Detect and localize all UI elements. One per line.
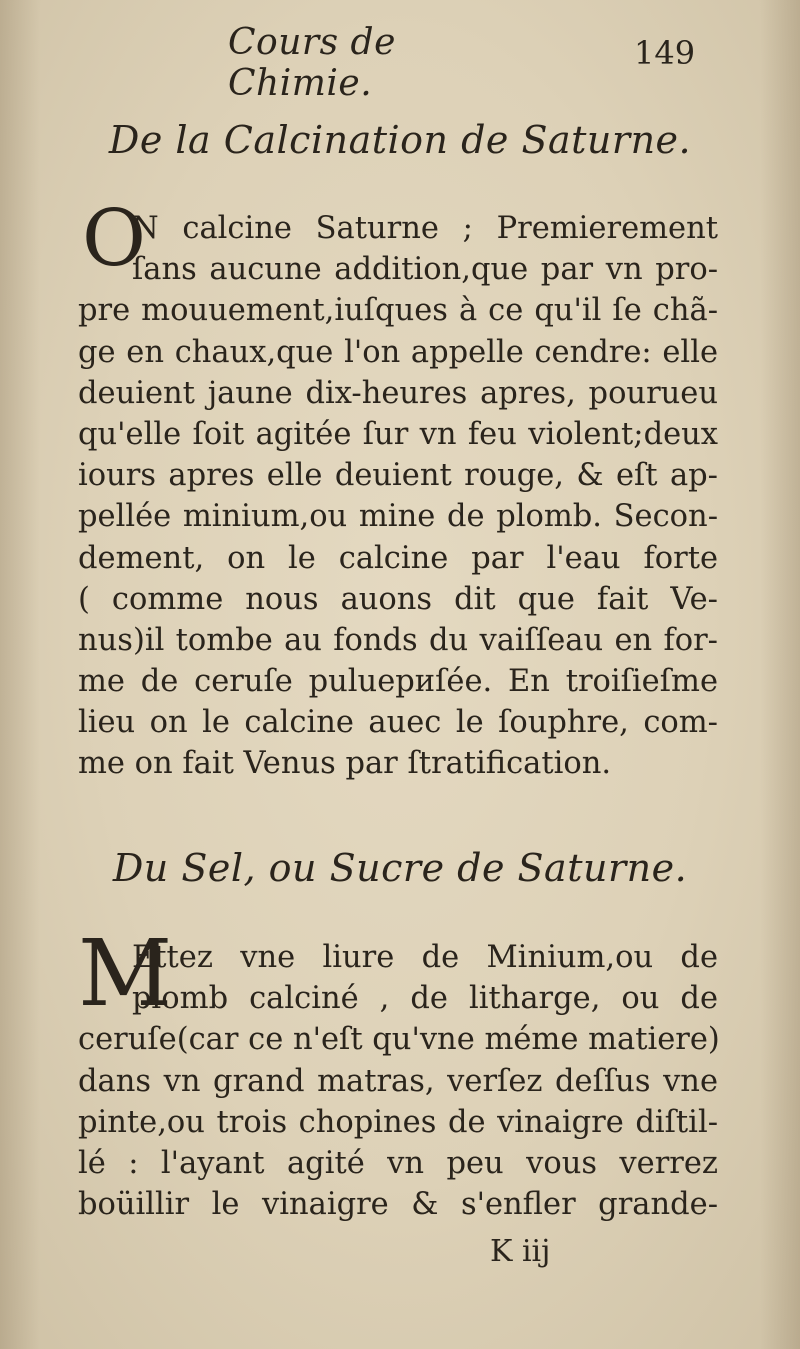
text-line: deuient jaune dix-heures apres, pourueu (78, 375, 718, 411)
text-line: dans vn grand matras, verſez deſſus vne (78, 1063, 718, 1099)
text-line: me on fait Venus par ſtratification. (78, 746, 612, 782)
text-line: nus)il tombe au fonds du vaiſſeau en for- (78, 622, 718, 658)
text-line: lieu on le calcine auec le ſouphre, com- (78, 705, 718, 741)
section-title: Du Sel, ou Sucre de Saturne. (112, 846, 688, 890)
text-line: boüillir le vinaigre & s'enfler grande- (78, 1187, 718, 1223)
paragraph (78, 208, 718, 785)
signature-mark: K iij (490, 1234, 551, 1269)
paragraph (78, 937, 718, 1225)
text-line: dement, on le calcine par l'eau forte (78, 540, 718, 576)
text-line: pre mouuement,iuſques à ce qu'il ſe chã- (78, 293, 718, 329)
text-line: me de ceruſe puluериſée. En troiſieſme (78, 664, 718, 700)
running-head: Cours de Chimie. (228, 22, 396, 104)
text-line: lé : l'ayant agité vn peu vous verrez (78, 1145, 718, 1181)
right-edge-shadow (760, 0, 800, 1349)
drop-cap: M (78, 920, 173, 1027)
page-number: 149 (634, 34, 696, 72)
section-title: De la Calcination de Saturne. (108, 118, 692, 162)
text-line: ( comme nous auons dit que fait Ve- (78, 581, 718, 617)
text-line: plomb calciné , de litharge, ou de (132, 981, 718, 1017)
text-line: ſans aucune addition,que par vn pro- (132, 252, 718, 288)
drop-cap: O (82, 194, 146, 284)
text-line: Ettez vne liure de Minium,ou de (132, 940, 718, 975)
text-line: qu'elle ſoit agitée ſur vn feu violent;deux (78, 416, 718, 452)
text-line: pellée minium,ou mine de plomb. Secon- (78, 499, 718, 535)
text-line: N calcine Saturne ; Premierement (132, 211, 718, 246)
text-line: ceruſe(car ce n'eſt qu'vne méme matiere) (78, 1022, 720, 1058)
text-line: pinte,ou trois chopines de vinaigre diſtil- (78, 1104, 718, 1140)
left-edge-shadow (0, 0, 40, 1349)
text-line: ge en chaux,que l'on appelle cendre: elle (78, 334, 718, 370)
text-line: iours apres elle deuient rouge, & eſt ap- (78, 458, 718, 494)
